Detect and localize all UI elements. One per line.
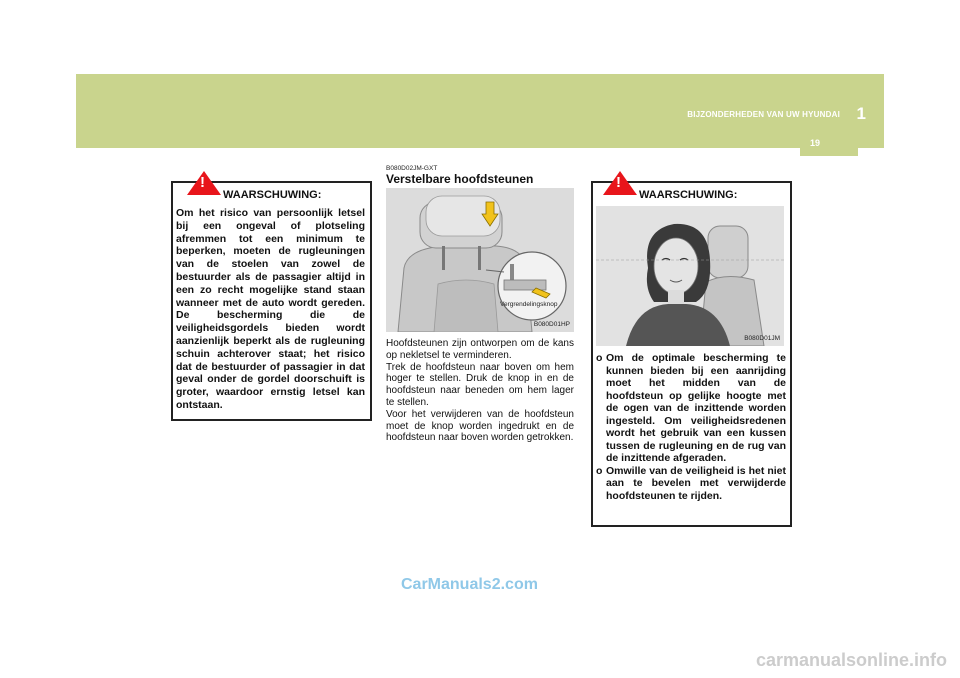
headrest-drawing bbox=[386, 188, 574, 332]
list-item bbox=[596, 465, 786, 503]
warning-title: WAARSCHUWING: bbox=[639, 189, 738, 201]
section-code: B080D02JM-GXT bbox=[386, 165, 438, 172]
bullet-marker: o bbox=[596, 352, 603, 364]
chapter-header-band bbox=[76, 74, 884, 148]
section-paragraph: Voor het verwijderen van de hoofdsteun moet de knop worden ingedrukt en de hoofdsteun naar boven worden getrokken. bbox=[386, 408, 574, 444]
bullet-text: Omwille van de veiligheid is het niet aan te bevelen met verwijderde hoofdsteunen te rijden. bbox=[606, 464, 786, 502]
watermark-carmanualsonline[interactable]: carmanualsonline.info bbox=[756, 650, 948, 670]
warning-box-seatback bbox=[171, 174, 372, 421]
watermark-carmanuals[interactable]: CarManuals2.com bbox=[401, 576, 538, 593]
figure-code: B080D01JM bbox=[744, 335, 780, 342]
warning-text: Om het risico van persoonlijk letsel bij een ongeval of plotseling afremmen tot een minimum te beperken, moeten de rugleuningen van de stoelen van zowel de bestuurder als de passagier altijd in een zo recht mogelijke stand staan wanneer met de auto wordt gereden. De bescherming die de veiligheidsgordels bieden wordt aanzienlijk beperkt als de rugleuning schuin achterover staat; het risico dat de bestuurder of passagier in dat geval onder de gordel doorschuift is groter, waardoor ernstig letsel kan ontstaan. bbox=[176, 207, 365, 411]
section-body bbox=[386, 338, 574, 444]
bullet-marker: o bbox=[596, 464, 603, 477]
warning-sign-mark: ! bbox=[616, 174, 621, 191]
warning-sign-mark: ! bbox=[200, 174, 205, 191]
occupant-drawing bbox=[596, 206, 784, 346]
section-title: Verstelbare hoofdsteunen bbox=[386, 172, 534, 186]
section-paragraph: Hoofdsteunen zijn ontworpen om de kans op nekletsel te verminderen. bbox=[386, 338, 574, 361]
chapter-number: 1 bbox=[856, 104, 866, 123]
headrest-adjust-illustration bbox=[386, 188, 574, 332]
occupant-headrest-illustration bbox=[596, 206, 784, 346]
lock-button-callout-label: Vergrendelingsknop bbox=[500, 301, 558, 308]
chapter-title: BIJZONDERHEDEN VAN UW HYUNDAI bbox=[687, 110, 840, 119]
section-paragraph: Trek de hoofdsteun naar boven om hem hoger te stellen. Druk de knop in en de hoofdsteun naar beneden om hem lager te stellen. bbox=[386, 361, 574, 408]
warning-title: WAARSCHUWING: bbox=[223, 189, 322, 201]
list-item bbox=[596, 352, 786, 465]
figure-code: B080D01HP bbox=[533, 321, 570, 328]
page-number: 19 bbox=[809, 138, 820, 148]
bullet-text: Om de optimale bescherming te kunnen bieden bij een aanrijding moet het midden van de hoofdsteun op gelijke hoogte met de ogen van de inzittende worden ingesteld. Om veiligheidsredenen wordt het gebruik van een kussen tussen de rugleuning en de rug van de inzittende afgeraden. bbox=[606, 352, 786, 464]
warning-bullet-list bbox=[596, 352, 786, 502]
